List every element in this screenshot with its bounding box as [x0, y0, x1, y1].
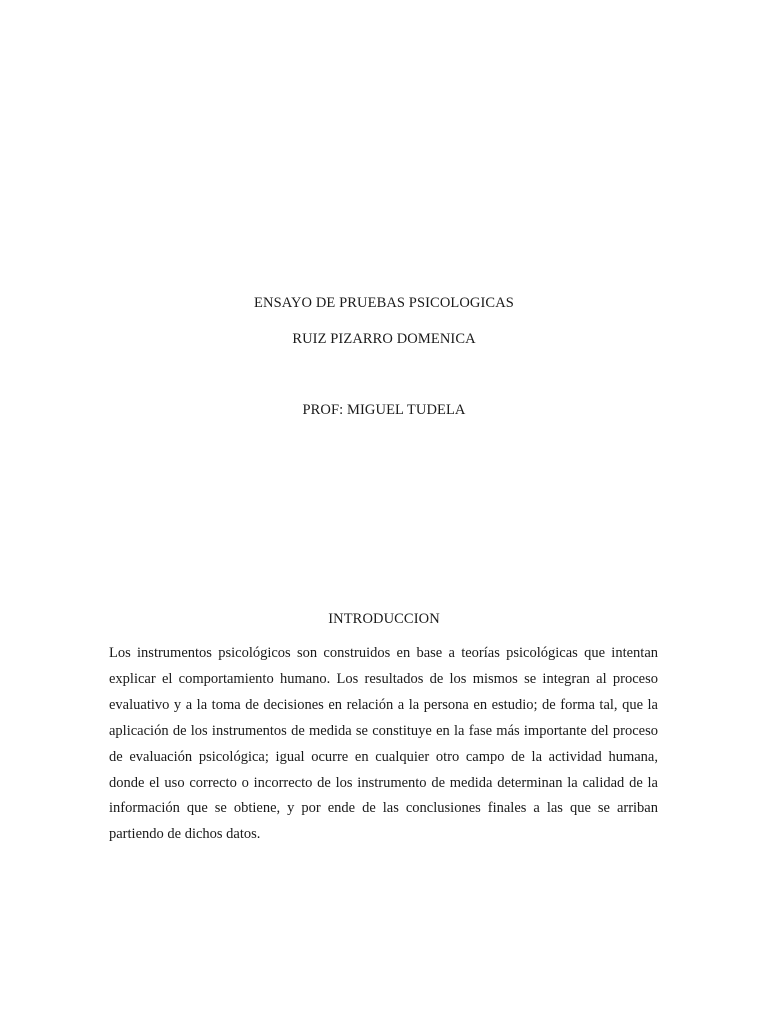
- author-name: RUIZ PIZARRO DOMENICA: [292, 331, 476, 347]
- intro-paragraph: Los instrumentos psicológicos son construidos en base a teorías psicológicas que intentan explicar el comportamiento humano. Los resultados de los mismos se integran al proceso evaluativo y a la toma de decisiones en relación a la persona en estudio; de forma tal, que la aplicación de los instrumentos de medida se constituye en la fase más importante del proceso de evaluación psicológica; igual ocurre en cualquier otro campo de la actividad humana, donde el uso correcto o incorrecto de los instrumento de medida determinan la calidad de la información que se obtiene, y por ende de las conclusiones finales a las que se arriban partiendo de dichos datos.: [109, 645, 658, 843]
- section-heading: INTRODUCCION: [328, 611, 440, 627]
- professor-name: PROF: MIGUEL TUDELA: [302, 402, 466, 418]
- document-title: ENSAYO DE PRUEBAS PSICOLOGICAS: [254, 295, 514, 311]
